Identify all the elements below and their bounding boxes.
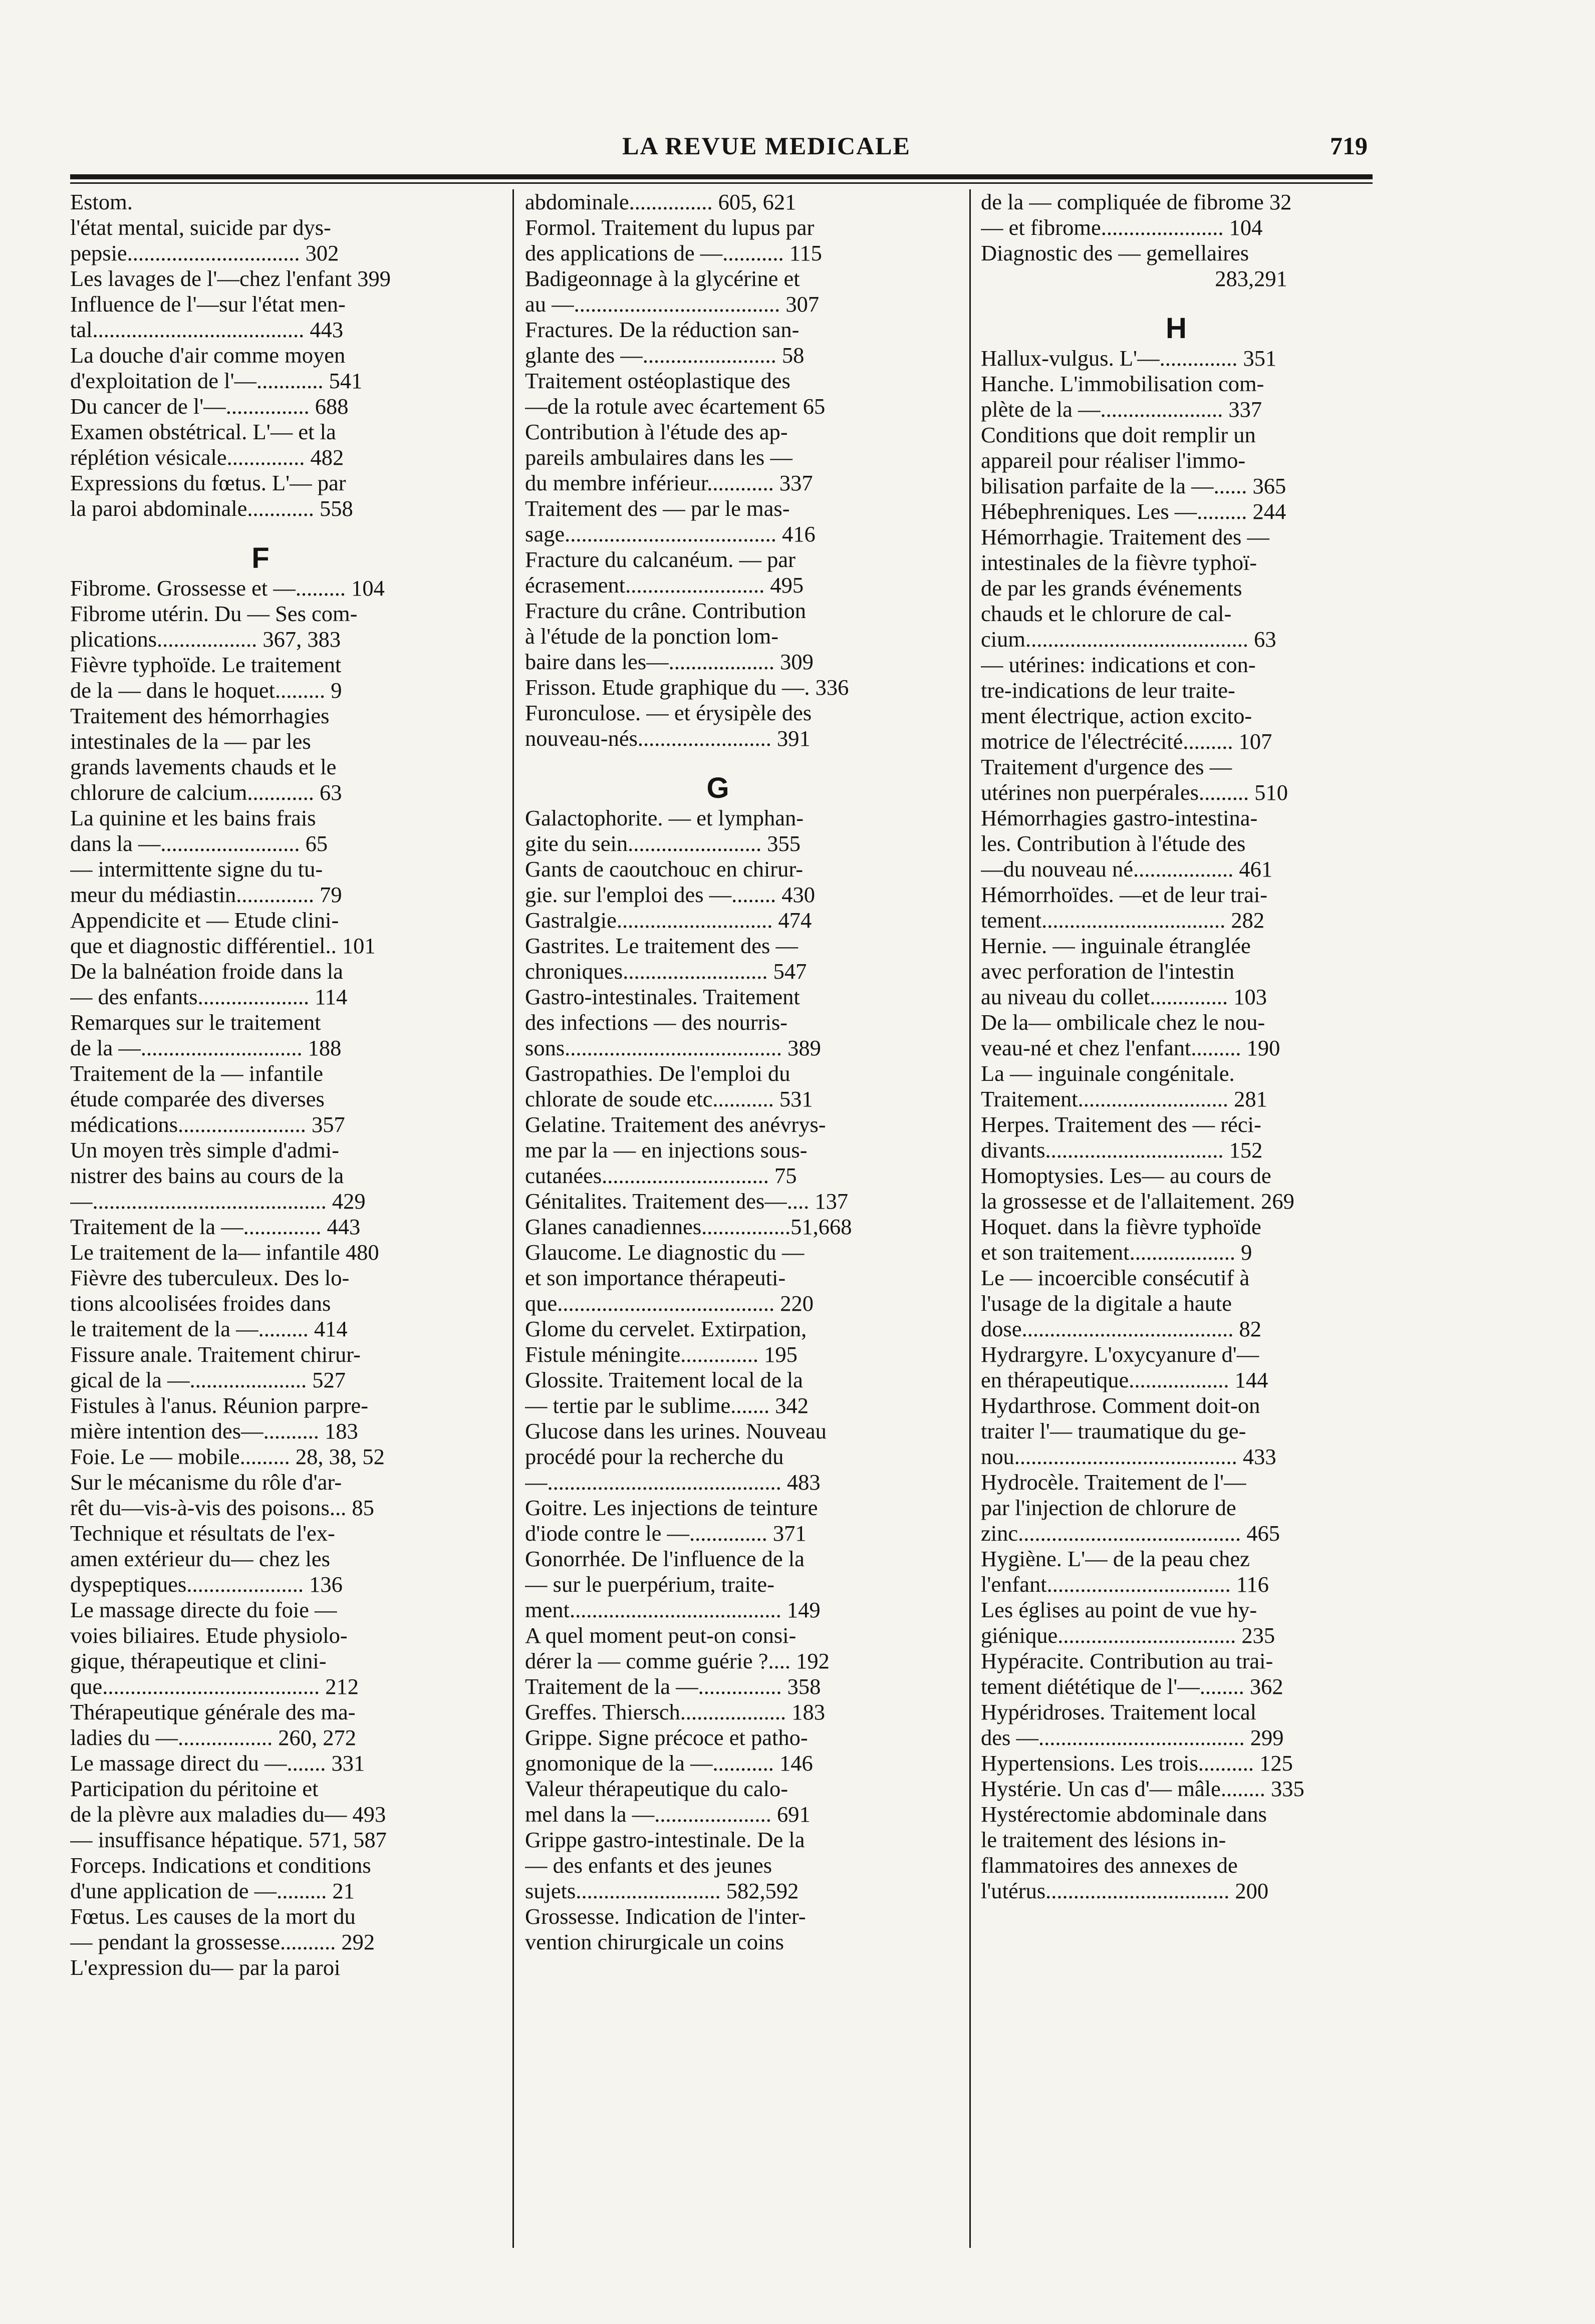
index-line: Furonculose. — et érysipèle des [525,700,812,725]
index-line: Fracture du calcanéum. — par [525,547,795,572]
index-line: Traitement des hémorrhagies [70,703,330,728]
index-line: d'exploitation de l'—............ 541 [70,368,363,393]
index-line: Galactophorite. — et lymphan- [525,805,804,830]
index-line: sujets.......................... 582,592 [525,1878,799,1903]
index-line: —de la rotule avec écartement 65 [525,394,826,419]
index-line: nistrer des bains au cours de la [70,1163,344,1188]
index-line: —.......................................... 483 [525,1470,821,1495]
index-line: chroniques.......................... 547 [525,959,807,984]
index-line: chlorure de calcium............ 63 [70,780,342,805]
index-line: baire dans les—................... 309 [525,649,814,674]
index-line: divants................................ 152 [981,1137,1263,1163]
index-line: étude comparée des diverses [70,1086,325,1111]
index-line: sage...................................... 416 [525,521,816,546]
index-line: la paroi abdominale............ 558 [70,496,353,521]
index-line: Hémorrhoïdes. —et de leur trai- [981,882,1268,907]
index-line: La quinine et les bains frais [70,805,316,830]
index-line: à l'étude de la ponction lom- [525,624,779,649]
index-line: Hydrocèle. Traitement de l'— [981,1470,1246,1495]
index-line: avec perforation de l'intestin [981,959,1234,984]
index-line: —.......................................... 429 [70,1189,366,1214]
index-line: d'iode contre le —.............. 371 [525,1521,807,1546]
index-line: appareil pour réaliser l'immo- [981,448,1246,473]
index-line: Gonorrhée. De l'influence de la [525,1546,805,1571]
index-line: Gastro-intestinales. Traitement [525,984,800,1009]
index-line: Traitement des — par le mas- [525,496,790,521]
index-line: Hystérie. Un cas d'— mâle........ 335 [981,1776,1304,1801]
index-line: dans la —......................... 65 [70,831,328,856]
index-line: que....................................... 212 [70,1674,359,1699]
index-line: Grossesse. Indication de l'inter- [525,1904,806,1929]
index-line: Hallux-vulgus. L'—.............. 351 [981,346,1277,371]
index-line: par l'injection de chlorure de [981,1495,1236,1520]
index-line: sons....................................... 389 [525,1035,821,1060]
index-line: — intermittente signe du tu- [70,856,323,882]
index-line: Hypéridroses. Traitement local [981,1699,1256,1724]
index-line: Hydrargyre. L'oxycyanure d'— [981,1342,1259,1367]
index-line: au —..................................... 307 [525,292,820,317]
index-line: Génitalites. Traitement des—.... 137 [525,1189,849,1214]
index-line: écrasement......................... 495 [525,572,804,598]
index-line: Fœtus. Les causes de la mort du [70,1904,356,1929]
index-line: — pendant la grossesse.......... 292 [70,1929,375,1954]
index-line: cium........................................ 63 [981,627,1276,652]
index-line: la grossesse et de l'allaitement. 269 [981,1189,1294,1214]
index-line: dyspeptiques..................... 136 [70,1572,343,1597]
index-line: Glossite. Traitement local de la [525,1367,803,1392]
index-line: Grippe. Signe précoce et patho- [525,1725,808,1750]
index-line: Diagnostic des — gemellaires [981,240,1249,265]
index-line: Fistule méningite.............. 195 [525,1342,798,1367]
index-line: Glaucome. Le diagnostic du — [525,1240,805,1265]
section-letter: F [251,542,270,574]
index-line: Goitre. Les injections de teinture [525,1495,818,1520]
index-line: bilisation parfaite de la —...... 365 [981,473,1286,498]
index-line: voies biliaires. Etude physiolo- [70,1623,348,1648]
index-line: tal...................................... 443 [70,317,344,342]
index-line: — sur le puerpérium, traite- [525,1572,774,1597]
index-line: Glucose dans les urines. Nouveau [525,1418,827,1443]
index-line: chlorate de soude etc........... 531 [525,1086,813,1111]
index-line: traiter l'— traumatique du ge- [981,1418,1246,1443]
index-line: flammatoires des annexes de [981,1853,1238,1878]
index-line: Hébephreniques. Les —......... 244 [981,499,1286,524]
index-line: Homoptysies. Les— au cours de [981,1163,1271,1188]
index-line: utérines non puerpérales......... 510 [981,780,1288,805]
index-line: gical de la —..................... 527 [70,1367,346,1392]
index-line: tement diététique de l'—........ 362 [981,1674,1283,1699]
index-line: du membre inférieur............ 337 [525,470,813,495]
index-line: Gants de caoutchouc en chirur- [525,856,804,882]
index-line: Influence de l'—sur l'état men- [70,292,346,317]
index-line: gnomonique de la —........... 146 [525,1751,813,1776]
index-line: Traitement ostéoplastique des [525,368,790,393]
index-line: — et fibrome...................... 104 [981,215,1263,240]
index-line: me par la — en injections sous- [525,1137,808,1163]
index-line: — des enfants.................... 114 [70,984,348,1009]
index-line: gie. sur l'emploi des —........ 430 [525,882,816,907]
index-line: Herpes. Traitement des — réci- [981,1112,1261,1137]
index-line: ment électrique, action excito- [981,703,1252,728]
index-line: Un moyen très simple d'admi- [70,1137,339,1163]
index-line: que....................................... 220 [525,1291,814,1316]
section-gap [525,751,911,771]
index-line: de la plèvre aux maladies du— 493 [70,1802,386,1827]
index-line: Hygiène. L'— de la peau chez [981,1546,1250,1571]
index-line: des —..................................... 299 [981,1725,1284,1750]
index-line: de la — dans le hoquet......... 9 [70,678,342,703]
index-line: cutanées.............................. 75 [525,1163,797,1188]
index-line: Fibrome utérin. Du — Ses com- [70,601,358,626]
index-line: ladies du —................. 260, 272 [70,1725,357,1750]
index-line: intestinales de la fièvre typhoï- [981,550,1257,575]
index-line: au niveau du collet.............. 103 [981,984,1267,1009]
index-line: Examen obstétrical. L'— et la [70,419,336,444]
index-line: Hystérectomie abdominale dans [981,1802,1267,1827]
section-gap [70,521,451,541]
index-line: procédé pour la recherche du [525,1444,784,1469]
index-line: — des enfants et des jeunes [525,1853,772,1878]
index-line: les. Contribution à l'étude des [981,831,1246,856]
index-line: Traitement de la —.............. 443 [70,1214,361,1239]
index-line: Hydarthrose. Comment doit-on [981,1393,1260,1418]
index-line: Gastrites. Le traitement des — [525,933,798,958]
index-line: et son traitement................... 9 [981,1240,1252,1265]
index-line: Valeur thérapeutique du calo- [525,1776,788,1801]
index-line: grands lavements chauds et le [70,754,337,779]
index-column-1 [70,189,451,2243]
index-line: Fractures. De la réduction san- [525,317,800,342]
index-line: Glanes canadiennes................51,668 [525,1214,852,1239]
index-line: gique, thérapeutique et clini- [70,1648,327,1673]
index-line: tre-indications de leur traite- [981,678,1235,703]
index-line: l'enfant................................. 116 [981,1572,1269,1597]
index-line: pepsie............................... 302 [70,240,339,265]
index-line: réplétion vésicale.............. 482 [70,445,344,470]
index-line: La — inguinale congénitale. [981,1061,1235,1086]
index-line: et son importance thérapeuti- [525,1265,786,1290]
index-line: Fistules à l'anus. Réunion parpre- [70,1393,369,1418]
index-line: Participation du péritoine et [70,1776,319,1801]
index-line: de la —............................. 188 [70,1035,342,1060]
index-line: Gelatine. Traitement des anévrys- [525,1112,826,1137]
index-line: Hanche. L'immobilisation com- [981,371,1264,396]
index-line: Hoquet. dans la fièvre typhoïde [981,1214,1261,1239]
index-line: chauds et le chlorure de cal- [981,601,1232,626]
index-line: veau-né et chez l'enfant......... 190 [981,1035,1280,1060]
index-line: nouveau-nés........................ 391 [525,726,811,751]
index-line: Hypéracite. Contribution au trai- [981,1648,1273,1673]
index-line: —du nouveau né.................. 461 [981,856,1273,882]
index-line: A quel moment peut-on consi- [525,1623,796,1648]
index-line: que et diagnostic différentiel.. 101 [70,933,376,958]
index-line: Greffes. Thiersch................... 183 [525,1699,825,1724]
index-line: dérer la — comme guérie ?.... 192 [525,1648,830,1673]
index-line: de par les grands événements [981,575,1242,601]
column-divider [512,189,514,2248]
index-line: Gastralgie............................ 474 [525,908,812,933]
index-line: des applications de —........... 115 [525,240,822,265]
index-line: Fièvre des tuberculeux. Des lo- [70,1265,350,1290]
header-rule [70,174,1373,179]
index-line: — utérines: indications et con- [981,652,1256,677]
index-line: Les lavages de l'—chez l'enfant 399 [70,266,391,291]
section-letter: G [706,772,729,804]
index-column-3 [981,189,1372,2243]
running-title: LA REVUE MEDICALE [622,132,911,160]
index-line: Badigeonnage à la glycérine et [525,266,800,291]
index-line: Frisson. Etude graphique du —. 336 [525,675,849,700]
index-line: dose...................................... 82 [981,1316,1261,1341]
index-line: l'utérus................................. 200 [981,1878,1269,1903]
index-line: 283,291 [981,266,1287,291]
index-line: Gastropathies. De l'emploi du [525,1061,790,1086]
index-line: Expressions du fœtus. L'— par [70,470,346,495]
index-line: La douche d'air comme moyen [70,343,346,368]
index-line: Les églises au point de vue hy- [981,1597,1257,1622]
index-line: mière intention des—.......... 183 [70,1418,358,1443]
index-line: — insuffisance hépatique. 571, 587 [70,1827,387,1852]
index-line: intestinales de la — par les [70,729,311,754]
index-line: Le massage directe du foie — [70,1597,337,1622]
index-line: rêt du—vis-à-vis des poisons... 85 [70,1495,374,1520]
index-line: Hémorrhagies gastro-intestina- [981,805,1258,830]
index-line: ment...................................... 149 [525,1597,821,1622]
index-line: l'état mental, suicide par dys- [70,215,331,240]
index-line: pareils ambulaires dans les — [525,445,792,470]
index-line: de la — compliquée de fibrome 32 [981,189,1292,214]
index-line: Thérapeutique générale des ma- [70,1699,356,1724]
index-line: Fibrome. Grossesse et —......... 104 [70,575,385,601]
index-line: Traitement de la —............... 358 [525,1674,821,1699]
index-line: le traitement de la —......... 414 [70,1316,348,1341]
index-line: le traitement des lésions in- [981,1827,1226,1852]
index-line: Formol. Traitement du lupus par [525,215,815,240]
index-line: L'expression du— par la paroi [70,1955,341,1980]
section-letter: H [1166,312,1187,345]
index-line: Fièvre typhoïde. Le traitement [70,652,342,677]
index-line: Forceps. Indications et conditions [70,1853,371,1878]
index-line: Hernie. — inguinale étranglée [981,933,1251,958]
index-line: De la— ombilicale chez le nou- [981,1010,1265,1035]
index-line: Hypertensions. Les trois.......... 125 [981,1751,1293,1776]
index-line: Contribution à l'étude des ap- [525,419,788,444]
index-line: en thérapeutique.................. 144 [981,1367,1268,1392]
index-line: d'une application de —......... 21 [70,1878,355,1903]
index-line: tions alcoolisées froides dans [70,1291,331,1316]
index-line: l'usage de la digitale a haute [981,1291,1232,1316]
index-line: Remarques sur le traitement [70,1010,321,1035]
index-line: Foie. Le — mobile......... 28, 38, 52 [70,1444,385,1469]
index-line: Traitement........................... 281 [981,1086,1267,1111]
index-line: Estom. [70,189,133,214]
index-line: Technique et résultats de l'ex- [70,1521,335,1546]
index-column-2 [525,189,911,2243]
header-rule-thin [70,182,1373,184]
index-line: plications.................. 367, 383 [70,627,341,652]
index-line: Le — incoercible consécutif à [981,1265,1250,1290]
index-line: — tertie par le sublime....... 342 [525,1393,809,1418]
index-line: Sur le mécanisme du rôle d'ar- [70,1470,342,1495]
index-line: mel dans la —..................... 691 [525,1802,811,1827]
index-line: giénique................................ 235 [981,1623,1275,1648]
index-line: médications....................... 357 [70,1112,345,1137]
index-line: vention chirurgicale un coins [525,1929,784,1954]
index-line: motrice de l'électrécité......... 107 [981,729,1272,754]
index-line: Hémorrhagie. Traitement des — [981,524,1269,549]
index-line: plète de la —...................... 337 [981,397,1262,422]
page-number: 719 [1330,132,1368,160]
index-line: amen extérieur du— chez les [70,1546,330,1571]
index-line: Traitement d'urgence des — [981,754,1232,779]
section-gap [981,292,1372,312]
index-line: Appendicite et — Etude clini- [70,908,339,933]
index-line: abdominale............... 605, 621 [525,189,796,214]
column-divider [969,189,971,2248]
index-line: Le traitement de la— infantile 480 [70,1240,379,1265]
index-line: des infections — des nourris- [525,1010,788,1035]
index-line: meur du médiastin.............. 79 [70,882,342,907]
index-line: zinc........................................ 465 [981,1521,1280,1546]
index-line: tement................................. 282 [981,908,1265,933]
index-line: gite du sein........................ 355 [525,831,801,856]
index-line: Le massage direct du —....... 331 [70,1751,365,1776]
index-line: glante des —........................ 58 [525,343,805,368]
index-line: nou........................................ 433 [981,1444,1276,1469]
index-line: Conditions que doit remplir un [981,422,1256,447]
page-header [70,131,1368,161]
index-line: Fracture du crâne. Contribution [525,598,807,623]
index-line: Glome du cervelet. Extirpation, [525,1316,807,1341]
index-line: Grippe gastro-intestinale. De la [525,1827,805,1852]
index-line: Traitement de la — infantile [70,1061,324,1086]
index-line: Du cancer de l'—............... 688 [70,394,349,419]
index-line: De la balnéation froide dans la [70,959,343,984]
index-line: Fissure anale. Traitement chirur- [70,1342,361,1367]
